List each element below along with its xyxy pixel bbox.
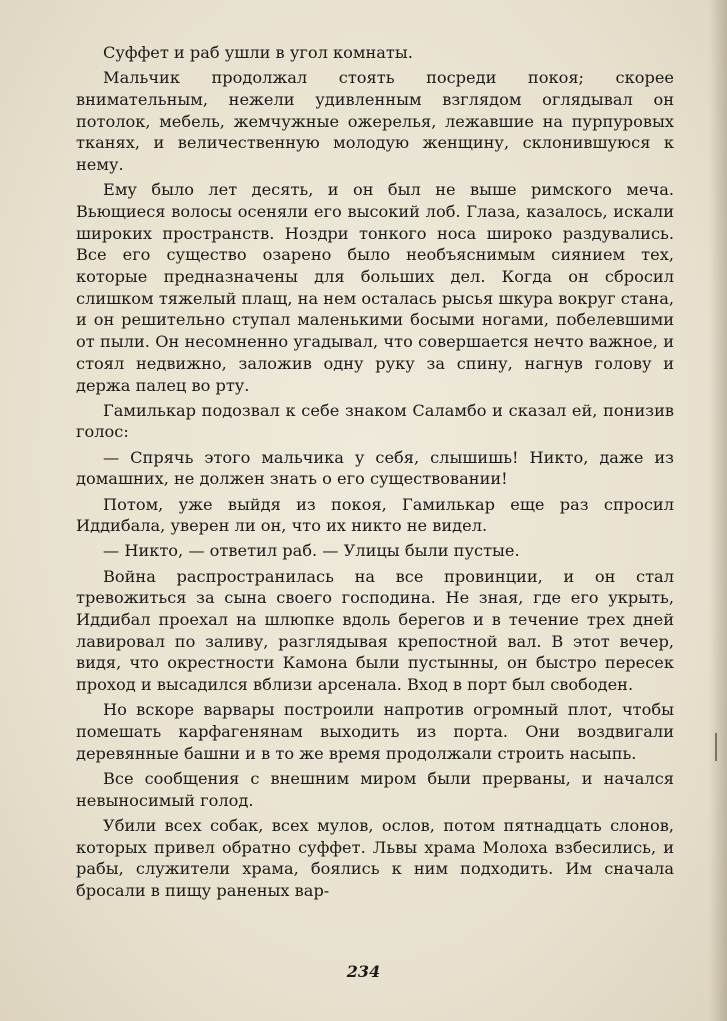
paragraph: Мальчик продолжал стоять посреди покоя; скорее внимательным, нежели удивленным взглядом оглядывал он потолок, мебель, жемчужные ожерелья, лежавшие на пурпуровых тканях, и величественную молодую женщину, склонившуюся к нему. <box>76 68 674 175</box>
paragraph: Но вскоре варвары построили напротив огромный плот, чтобы помешать карфагенянам выходить из порта. Они воздвигали деревянные башни и в то же время продолжали строить насыпь. <box>76 700 674 763</box>
paragraph: — Никто, — ответил раб. — Улицы были пустые. <box>103 541 520 561</box>
paragraph: Война распространилась на все провинции, и он стал тревожиться за сына своего господина. Не зная, где его укрыть, Иддибал проехал на шлюпке вдоль берегов и в течение трех дней лавировал по заливу, разглядывая крепостной вал. В этот вечер, видя, что окрестности Камона были пустынны, он быстро пересек проход и высадился вблизи арсенала. Вход в порт был свободен. <box>76 566 674 695</box>
paragraph: Потом, уже выйдя из покоя, Гамилькар еще раз спросил Иддибала, уверен ли он, что их никто не видел. <box>76 494 674 536</box>
paragraph: Суффет и раб ушли в угол комнаты. <box>103 43 413 62</box>
paragraph: Гамилькар подозвал к себе знаком Саламбо и сказал ей, понизив голос: <box>76 400 674 442</box>
page-number: 234 <box>346 962 381 981</box>
margin-mark <box>715 733 717 761</box>
body-text <box>76 42 674 905</box>
paragraph: Все сообщения с внешним миром были прерваны, и начался невыносимый голод. <box>76 769 674 810</box>
page-edge-shadow <box>709 0 727 1021</box>
paragraph: Убили всех собак, всех мулов, ослов, потом пятнадцать слонов, которых привел обратно суффет. Львы храма Молоха взбесились, и рабы, служители храма, боялись к ним подходить. Им сначала бросали в пищу раненых вар- <box>76 815 674 901</box>
paragraph: — Спрячь этого мальчика у себя, слышишь! Никто, даже из домашних, не должен знать о его существовании! <box>76 447 674 489</box>
paragraph: Ему было лет десять, и он был не выше римского меча. Вьющиеся волосы осеняли его высокий лоб. Глаза, казалось, искали широких пространств. Ноздри тонкого носа широко раздувались. Все его существо озарено было необъяснимым сиянием тех, которые предназначены для больших дел. Когда он сбросил слишком тяжелый плащ, на нем осталась рысья шкура вокруг стана, и он решительно ступал маленькими босыми ногами, побелевшими от пыли. Он несомненно угадывал, что совершается нечто важное, и стоял недвижно, заложив одну руку за спину, нагнув голову и держа палец во рту. <box>76 180 674 395</box>
